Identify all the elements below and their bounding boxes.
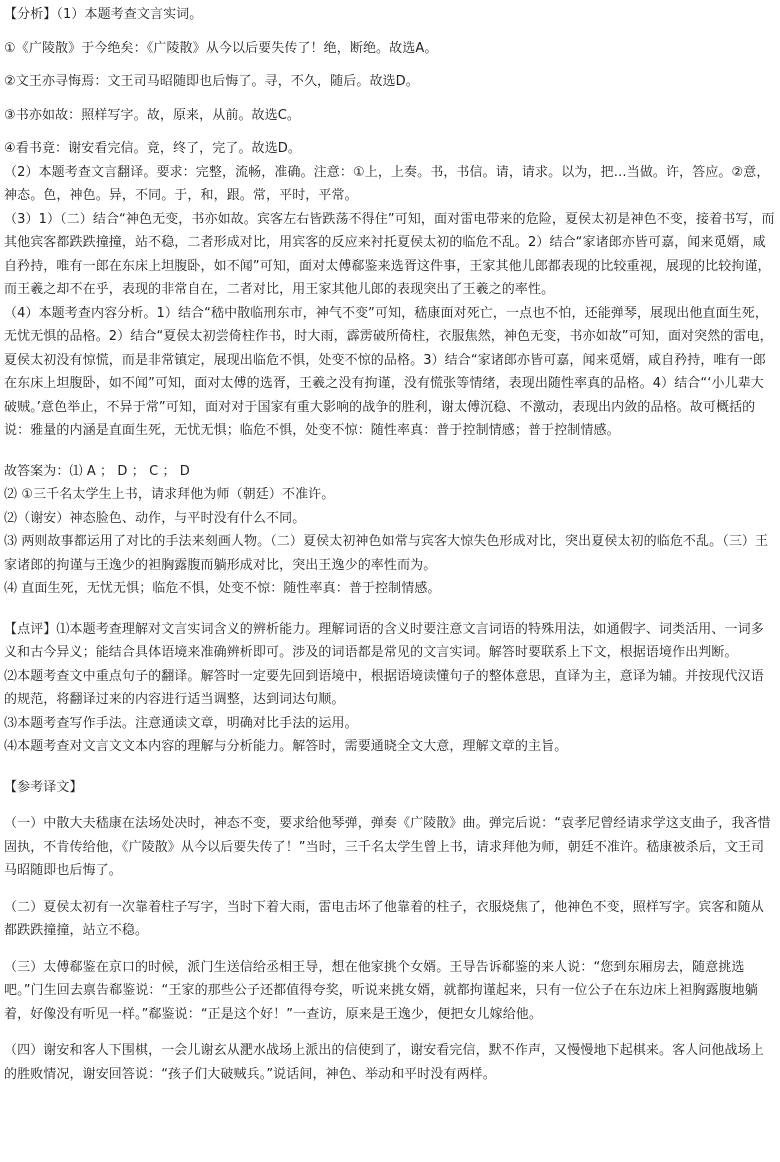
analysis-part-3: （3）1）（二）结合“神色无变，书亦如故。宾客左右皆跌荡不得住”可知，面对雷电带来的危险，夏侯太初是神色不变，接着书写，而其他宾客都跌跌撞撞，站不稳，二者形成对比，用宾客的反应来衬托夏侯太初的临危不乱。2）结合“家诸郎亦皆可嘉，闻来觅婿，咸自矜持，唯有一郎在东床上坦腹卧，如不闻”可知，面对太傅郗鉴来选胥这件事，王家其他儿郎都表现的比较重视，展现的比较拘谨，而王羲之却不在乎，表现的非常自在，二者对比，用王家其他儿郎的表现突出了王羲之的率性。	[4, 211, 775, 297]
translation-header: 【参考译文】	[4, 779, 83, 795]
translation-para-1: （一）中散大夫嵇康在法场处决时，神态不变，要求给他琴弹，弹奏《广陵散》曲。弹完后说：“袁孝尼曾经请求学这支曲子，我吝惜固执，不肯传给他，《广陵散》从今以后要失传了！”当时，三千名太学生曾上书，请求拜他为师，朝廷不准许。嵇康被杀后，文王司马昭随即也后悔了。	[4, 816, 771, 878]
comment-line-4: ⑷本题考查对文言文文本内容的理解与分析能力。解答时，需要通晓全文大意，理解文章的主旨。	[4, 739, 568, 754]
comment-line-2: ⑵本题考查文中重点句子的翻译。解答时一定要先回到语境中，根据语境读懂句子的整体意思，直译为主，意译为辅。并按现代汉语的规范，将翻译过来的内容进行适当调整，达到词达句顺。	[4, 668, 764, 707]
analysis-part-4: （4）本题考查内容分析。1）结合“嵇中散临刑东市，神气不变”可知，嵇康面对死亡，一点也不怕，还能弹琴，展现出他直面生死，无忧无惧的品格。2）结合“夏侯太初尝倚柱作书，时大雨，霹雳破所倚柱，衣服焦然，神色无变，书亦如故”可知，面对突然的雷电，夏侯太初没有惊慌，而是非常镇定，展现出临危不惧，处变不惊的品格。3）结合“家诸郎亦皆可嘉，闻来觅婿，咸自矜持，唯有一郎在东床上坦腹卧，如不闻”可知，面对太傅的选胥，王羲之没有拘谨，没有慌张等情绪，表现出随性率真的品格。4）结合“‘小儿辈大破贼。’意色举止，不异于常”可知，面对对于国家有重大影响的战争的胜利，谢太傅沉稳、不激动，表现出内敛的品格。故可概括的说：雅量的内涵是直面生死，无忧无惧；临危不惧，处变不惊：随性率真：普于控制情感；普于控制情感。	[4, 305, 773, 438]
answer-line-5: ⑷ 直面生死，无忧无惧；临危不惧，处变不惊：随性率真：普于控制情感。	[4, 581, 441, 596]
comment-line-1: 【点评】⑴本题考查理解对文言实词含义的辨析能力。理解词语的含义时要注意文言词语的特殊用法，如通假字、词类活用、一词多义和古今异义；能结合具体语境来准确辨析即可。涉及的词语都是常见的文言实词。解答时要联系上下文，根据语境作出判断。	[4, 621, 764, 660]
analysis-part-2: （2）本题考查文言翻译。要求：完整，流畅，准确。注意：①上，上奏。书，书信。请，请求。以为，把…当做。许，答应。②意，神态。色，神色。异，不同。于，和，跟。常，平时，平常。	[4, 164, 770, 203]
analysis-item-4: ④看书竟：谢安看完信。竟，终了，完了。故选D。	[4, 141, 301, 156]
analysis-item-1: ①《广陵散》于今绝矣：《广陵散》从今以后要失传了！绝，断绝。故选A。	[4, 40, 438, 56]
translation-para-2: （二）夏侯太初有一次靠着柱子写字，当时下着大雨，雷电击坏了他靠着的柱子，衣服烧焦了，他神色不变，照样写字。宾客和随从都跌跌撞撞，站立不稳。	[4, 899, 764, 938]
answer-line-3: ⑵（谢安）神态脸色、动作，与平时没有什么不同。	[4, 510, 306, 526]
comment-line-3: ⑶本题考查写作手法。注意通读文章，明确对比手法的运用。	[4, 715, 358, 731]
translation-para-3: （三）太傅郗鉴在京口的时候，派门生送信给丞相王导，想在他家挑个女婿。王导告诉郗鉴的来人说：“您到东厢房去，随意挑选吧。”门生回去禀告郗鉴说：“王家的那些公子还都值得夸奖，听说来挑女婿，就都拘谨起来，只有一位公子在东边床上袒胸露腹地躺着，好像没有听见一样。”郗鉴说：“正是这个好！”一查访，原来是王逸少，便把女儿嫁给他。	[4, 959, 758, 1022]
analysis-header: 【分析】（1）本题考查文言实词。	[4, 7, 203, 22]
analysis-item-2: ②文王亦寻悔焉：文王司马昭随即也后悔了。寻，不久，随后。故选D。	[4, 74, 419, 89]
answer-line-1: 故答案为：⑴ A ； D ； C ； D	[4, 463, 190, 479]
translation-para-4: （四）谢安和客人下围棋，一会儿谢玄从淝水战场上派出的信使到了，谢安看完信，默不作声，又慢慢地下起棋来。客人问他战场上的胜败情况，谢安回答说：“孩子们大破贼兵。”说话间，神色、举动和平时没有两样。	[4, 1043, 764, 1082]
answer-line-2: ⑵ ①三千名太学生上书，请求拜他为师（朝廷）不准许。	[4, 487, 335, 502]
analysis-item-3: ③书亦如故：照样写字。故，原来，从前。故选C。	[4, 107, 301, 123]
answer-line-4: ⑶ 两则故事都运用了对比的手法来刻画人物。（二）夏侯太初神色如常与宾客大惊失色形成对比，突出夏侯太初的临危不乱。（三）王家诸郎的拘谨与王逸少的袒胸露腹而躺形成对比，突出王逸少的率性而为。	[4, 534, 769, 573]
